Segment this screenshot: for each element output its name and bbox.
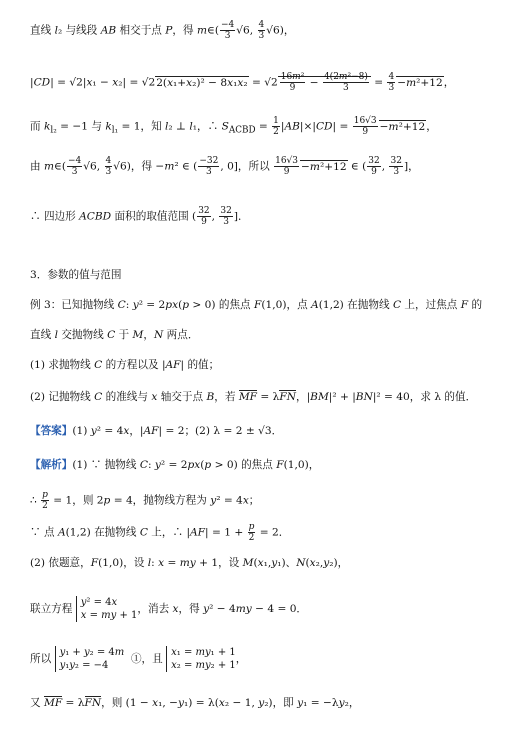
analysis-line-6: 所以 y₁ + y₂ = 4m y₁y₂ = −4 ①，且 x₁ = my₁ + 1 x₂ = my₂ + 1， — [30, 647, 247, 671]
analysis-line-1: 【解析】(1) ∵ 抛物线 C: y² = 2px(p > 0) 的焦点 F(1,0)， — [30, 459, 320, 471]
analysis-line-3: ∵ 点 A(1,2) 在抛物线 C 上，∴ |AF| = 1 + $\frac{p}{2}$ = 2． — [30, 522, 290, 543]
text-line-1: 直线 l₂ 与线段 AB 相交于点 P，得 m∈( $\frac{-4}{3}$ √6, $\frac{4}{3}$ √6)， — [30, 20, 295, 41]
example-line-2: 直线 l 交抛物线 C 于 M，N 两点． — [30, 329, 199, 341]
answer-line: 【答案】(1) y² = 4x，|AF| = 2；(2) λ = 2 ± √3． — [30, 425, 283, 437]
text-line-2: |CD| = √2|x₁ − x₂| = √22(x₁+x₂)² − 8x₁x₂ = √2 $\frac{\text{16m²}}{9}$ − $\frac{\text{4(2m²−8)}}{3}$ = $\frac{4}{3}$ −m²+12， — [30, 72, 455, 93]
text-line-5: ∴ 四边形 ACBD 面积的取值范围 ( $\frac{32}{9}$ , $\frac{32}{3}$ ]． — [30, 206, 249, 227]
answer-label: 【答案】 — [30, 425, 73, 437]
analysis-line-2: ∴ $\frac{p}{2}$ = 1，则 2p = 4，抛物线方程为 y² = 4x； — [30, 490, 260, 511]
example-line-1: 例 3：已知抛物线 C: y² = 2px(p > 0) 的焦点 F(1,0)，点 A(1,2) 在抛物线 C 上，过焦点 F 的 — [30, 299, 483, 311]
section-heading: 3．参数的值与范围 — [30, 269, 122, 281]
analysis-line-7: 又 MF = λFN，则 (1 − x₁, −y₁) = λ(x₂ − 1, y₂)，即 y₁ = −λy₂， — [30, 697, 360, 709]
text-line-4: 由 m∈( $\frac{-4}{3}$ √6, $\frac{4}{3}$ √6)，得 −m² ∈ ( $\frac{-32}{3}$ , 0]，所以 $\frac{16√3}{9}$ −m²+12 ∈ ( $\frac{32}{9}$ , $\frac{32}{3}$ ]， — [30, 156, 419, 177]
analysis-line-5: 联立方程 y² = 4x x = my + 1，消去 x，得 y² − 4my − 4 = 0． — [30, 597, 308, 621]
analysis-line-4: (2) 依题意，F(1,0)，设 l: x = my + 1，设 M(x₁,y₁)、N(x₂,y₂)， — [30, 557, 349, 569]
text-line-3: 而 $k_{l_2} = -1$ 与 $k_{l_1} = 1$，知 l₂ ⊥ l₁，∴ $S_{ACBD}$ = $\frac{1}{2}$ |AB|×|CD| = $\frac{16√3}{9}$ −m²+12， — [30, 116, 437, 137]
question-1: (1) 求抛物线 C 的方程以及 |AF| 的值； — [30, 359, 220, 371]
analysis-label: 【解析】 — [30, 459, 73, 471]
question-2: (2) 记抛物线 C 的准线与 x 轴交于点 B，若 MF = λFN，|BM|² + |BN|² = 40，求 λ 的值． — [30, 391, 477, 403]
